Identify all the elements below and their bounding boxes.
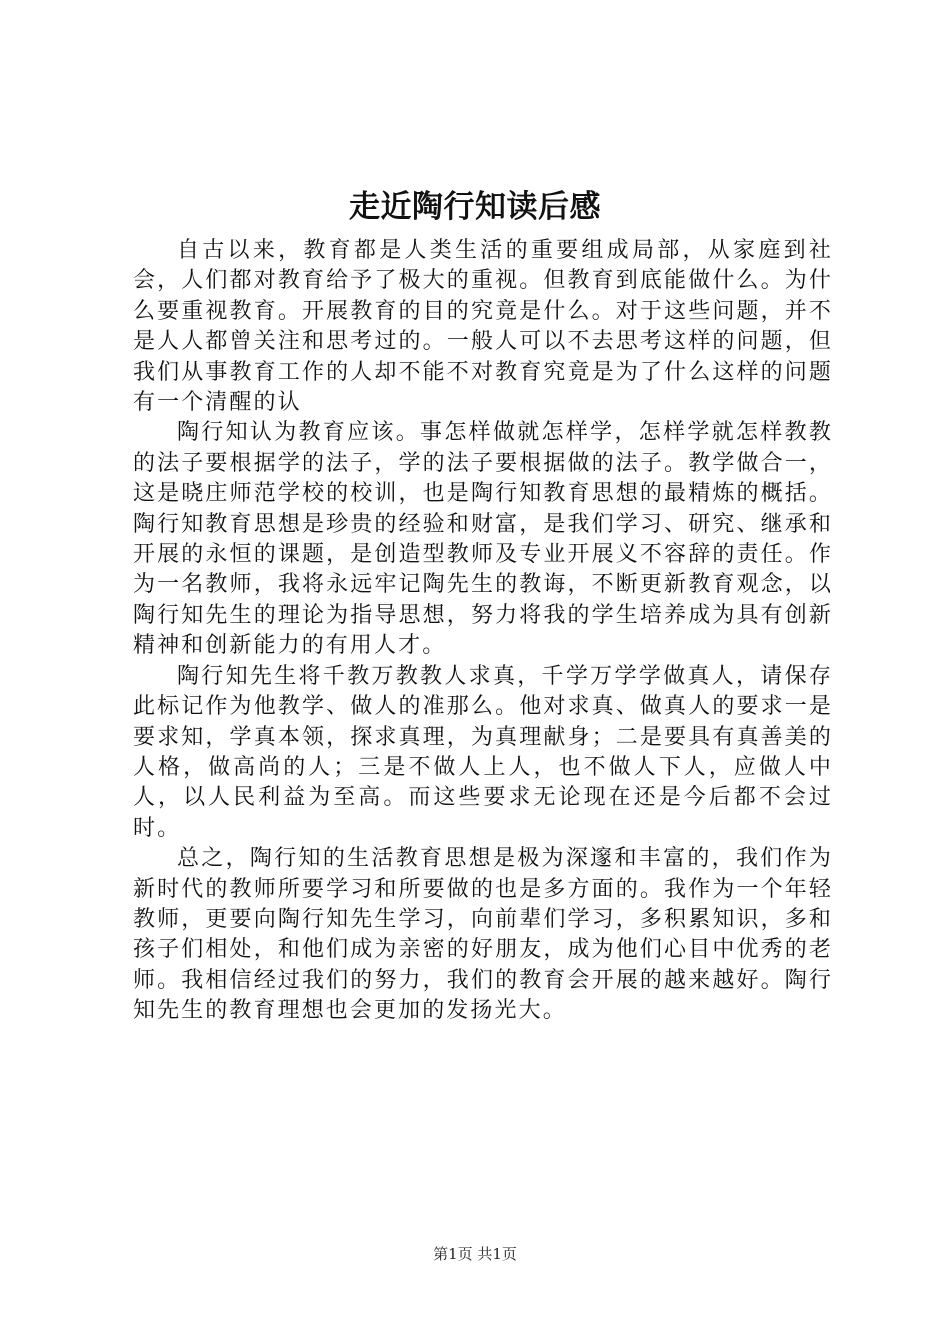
document-body [133,236,833,1027]
paragraph-4: 总之，陶行知的生活教育思想是极为深邃和丰富的，我们作为新时代的教师所要学习和所要做的也是多方面的。我作为一个年轻教师，更要向陶行知先生学习，向前辈们学习，多积累知识，多和孩子们相处，和他们成为亲密的好朋友，成为他们心目中优秀的老师。我相信经过我们的努力，我们的教育会开展的越来越好。陶行知先生的教育理想也会更加的发扬光大。 [133,846,833,1024]
paragraph-1: 自古以来，教育都是人类生活的重要组成局部，从家庭到社会，人们都对教育给予了极大的重视。但教育到底能做什么。为什么要重视教育。开展教育的目的究竟是什么。对于这些问题，并不是人人都曾关注和思考过的。一般人可以不去思考这样的问题，但我们从事教育工作的人却不能不对教育究竟是为了什么这样的问题有一个清醒的认 [133,238,833,416]
page-footer: 第1页 共1页 [433,1245,517,1263]
paragraph-2: 陶行知认为教育应该。事怎样做就怎样学，怎样学就怎样教教的法子要根据学的法子，学的法子要根据做的法子。教学做合一，这是晓庄师范学校的校训，也是陶行知教育思想的最精炼的概括。陶行知教育思想是珍贵的经验和财富，是我们学习、研究、继承和开展的永恒的课题，是创造型教师及专业开展义不容辞的责任。作为一名教师，我将永远牢记陶先生的教诲，不断更新教育观念，以陶行知先生的理论为指导思想，努力将我的学生培养成为具有创新精神和创新能力的有用人才。 [133,420,833,659]
document-title: 走近陶行知读后感 [349,189,601,225]
paragraph-3: 陶行知先生将千教万教教人求真，千学万学学做真人，请保存此标记作为他教学、做人的准那么。他对求真、做真人的要求一是要求知，学真本领，探求真理，为真理献身；二是要具有真善美的人格，做高尚的人；三是不做人上人，也不做人下人，应做人中人，以人民利益为至高。而这些要求无论现在还是今后都不会过时。 [133,663,833,841]
